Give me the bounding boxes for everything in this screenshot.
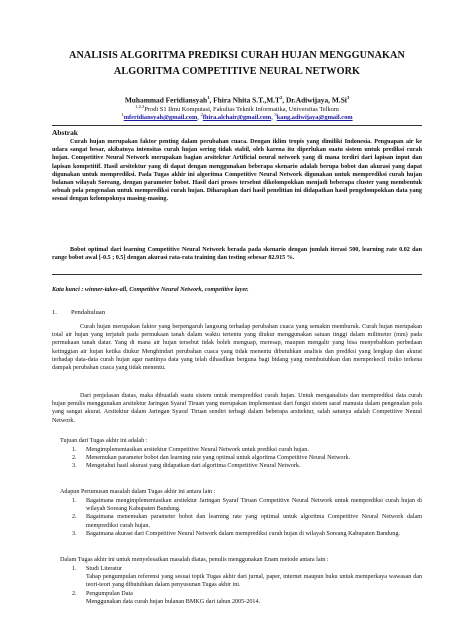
methods-list xyxy=(72,565,422,606)
problem-item xyxy=(72,530,422,538)
abstract-top-rule xyxy=(52,125,422,126)
goal-text: Menemukan parameter bobot dan learning rate yang optimal untuk algoritma Competitive Neural Network. xyxy=(86,455,351,462)
goal-number: 2. xyxy=(72,455,77,462)
author-2: Fhira Nhita S.T.,M.T xyxy=(213,95,280,105)
goals-intro: Tujuan dari Tugas akhir ini adalah : xyxy=(60,438,148,444)
author-1: Muhammad Feridiansyah xyxy=(124,95,208,105)
email-link-3[interactable]: kang.adiwijaya@gmail.com xyxy=(276,114,353,122)
abstract-paragraph-1: Curah hujan merupakan faktor penting dalam perubahan cuaca. Dengan iklim tropis yang dimiliki Indonesia. Penguapan air ke udara sangat besar, akibatnya intensitas curah hujan sering tidak stabil, oleh karena itu diperlukan suatu sistem untuk prediksi curah hujan. Competitive Neural Network merupakan bagian arsitektur Artificial neural network yang di mana terdiri dari lapisan input dan lapisan kompetitif. Hasil arsitektur yang di dapat dengan menggunakan beberapa skenario adalah berupa bobot dan akurasi yang dapat digunakan untuk memprediksi. Pada Tugas akhir ini algoritma Competitive Neural Network digunakan untuk memprediksi curah hujan bulanan wilayah Soreang, dengan parameter bobot. Hasil dari proses tersebut dikelompokkan menjadi beberapa cluster yang membentuk sebuah pola pengenalan untuk memprediksi curah hujan. Diharapkan dari hasil penelitian ini didapatkan hasil pengelompokkan data yang sesuai dengan kelompoknya masing-masing. xyxy=(52,139,422,203)
intro-paragraph-2: Dari penjelasan diatas, maka dibuatlah suatu sistem untuk memprediksi curah hujan. Untuk menganalisis dan memprediksi data curah hujan penulis menggunakan arsitektur Jaringan Syaraf Tiruan yang merupakan implementasi dari fungsi sistem saraf manusia dalam pengenalan pola yang sangat akurat. Arsitektur dalam Jaringan Syaraf Tiruan sendiri terbagi dalam beberapa arsitektur, salah satunya adalah Competitive Neural Network. xyxy=(52,393,422,424)
affiliation-text: Prodi S1 Ilmu Komputasi, Fakultas Teknik Informatika, Universitas Telkom xyxy=(144,106,339,114)
author-list: Muhammad Feridiansyah$^1$, Fhira Nhita $S.T.,M.T^2$, Dr.Adiwijaya, M.Si$^3$ xyxy=(124,95,350,105)
problems-intro: Adapun Perumusan masalah dalam Tugas akhir ini antara lain : xyxy=(60,489,216,495)
method-number: 1. xyxy=(72,566,77,572)
problem-item xyxy=(72,497,422,513)
goal-text: Mengetahui hasil akurasi yang didapatkan dari algoritma Competitive Neural Network. xyxy=(86,463,301,470)
method-heading: Studi Literatur xyxy=(86,566,122,572)
goal-item xyxy=(72,446,422,454)
email-list: $^1$mferidiansyah@gmail.com, $^2$fhira.alchair@gmail.com, $^3$kang.adiwijaya@gmail.com xyxy=(121,112,353,122)
goal-item xyxy=(72,462,422,470)
goal-number: 1. xyxy=(72,447,77,453)
goal-text: Mengimplementasikan arsitektur Competitive Neural Network untuk prediksi curah hujan. xyxy=(86,447,309,453)
problem-text: Bagaimana mengimplementasikan arsitektur Jaringan Syaraf Tiruan Competitive Neural Network untuk memprediksi curah hujan di wilayah Soreang Kabupaten Bandung. xyxy=(86,498,422,513)
email-link-1[interactable]: mferidiansyah@gmail.com xyxy=(123,114,198,122)
problem-text: Bagaimana menemukan parameter bobot dan learning rate yang optimal untuk algoritma Competitive Neural Network dalam memprediksi curah hujan. xyxy=(86,514,422,529)
method-text: Menggunakan data curah hujan bulanan BMKG dari tahun 2005-2014. xyxy=(86,598,261,605)
problem-number: 3. xyxy=(72,530,77,537)
method-item xyxy=(72,565,422,590)
problem-text: Bagaimana akurasi dari Competitive Neural Network dalam memprediksi curah hujan di wilayah Soreang Kabupaten Bandung. xyxy=(86,530,400,537)
problems-list xyxy=(72,497,422,538)
section-heading xyxy=(52,309,119,316)
problem-number: 1. xyxy=(72,498,77,504)
goals-list xyxy=(72,446,422,471)
intro-paragraph-1: Curah hujan merupakan faktor yang berpengaruh langsung terhadap perubahan cuaca yang semakin memburuk. Curah hujan merupakan total air hujan yang terjatuh pada permukaan tanah dalam waktu tertentu yang diukur menggunakan satuan tinggi dalam milimeter (mm) pada permukaan tanah datar. Yang di mana air hujan tersebut tidak boleh menguap, meresap, maupun mengalir yang bisa menyebabkan perbedaan ketinggian air hujan ketika diukur Menghindari perubahan cuaca yang tidak menentu dibutuhkan analisis dan prediksi yang lengkap dan akurat terhadap data-data curah hujan agar nantinya data yang telah dihasilkan berguna bagi bidang yang membutuhkan dan memperkecil risiko terkena dampak perubahan cuaca yang tidak menentu. xyxy=(52,324,422,372)
goal-item xyxy=(72,454,422,462)
method-intro: Dalam Tugas akhir ini untuk menyelesaikan masalah diatas, penulis menggunakan Enam metode antara lain : xyxy=(60,557,329,563)
method-heading: Pengumpulan Data xyxy=(86,590,133,597)
method-item xyxy=(72,590,422,606)
method-number: 2. xyxy=(72,590,77,597)
paper-title-line-1: ANALISIS ALGORITMA PREDIKSI CURAH HUJAN MENGGUNAKAN xyxy=(69,50,405,61)
problem-number: 2. xyxy=(72,514,77,521)
author-3: Dr.Adiwijaya, M.Si xyxy=(285,95,347,105)
section-number: 1. xyxy=(52,309,57,316)
affiliation: $^{1,2,3}$Prodi S1 Ilmu Komputasi, Fakultas Teknik Informatika, Universitas Telkom xyxy=(135,104,339,114)
paper-title-line-2: ALGORITMA COMPETITIVE NEURAL NETWORK xyxy=(113,66,361,77)
problem-item xyxy=(72,513,422,529)
method-text: Tahap pengumpulan referensi yang sesuai topik Tugas akhir dari jurnal, paper, internet maupun buku untuk memperkaya wawasan dan teori-teori yang dibutuhkan dalam penyusunan Tugas akhir ini. xyxy=(86,574,422,589)
abstract-paragraph-2: Bobot optimal dari learning Competitive Neural Network berada pada skenario dengan jumlah iterasi 500, learning rate 0.02 dan range bobot awal [-0.5 ; 0.5] dengan akurasi rata-rata training dan testing sebesar 82.915 %. xyxy=(52,247,422,262)
keywords: Kata kunci : winner-takes-all, Competitive Neural Network, competitive layer. xyxy=(52,287,249,293)
email-link-2[interactable]: fhira.alchair@gmail.com xyxy=(202,114,272,122)
section-title: Pendahuluan xyxy=(70,309,106,316)
abstract-heading: Abstrak xyxy=(52,128,78,137)
abstract-bottom-rule xyxy=(52,274,422,275)
goal-number: 3. xyxy=(72,463,77,470)
